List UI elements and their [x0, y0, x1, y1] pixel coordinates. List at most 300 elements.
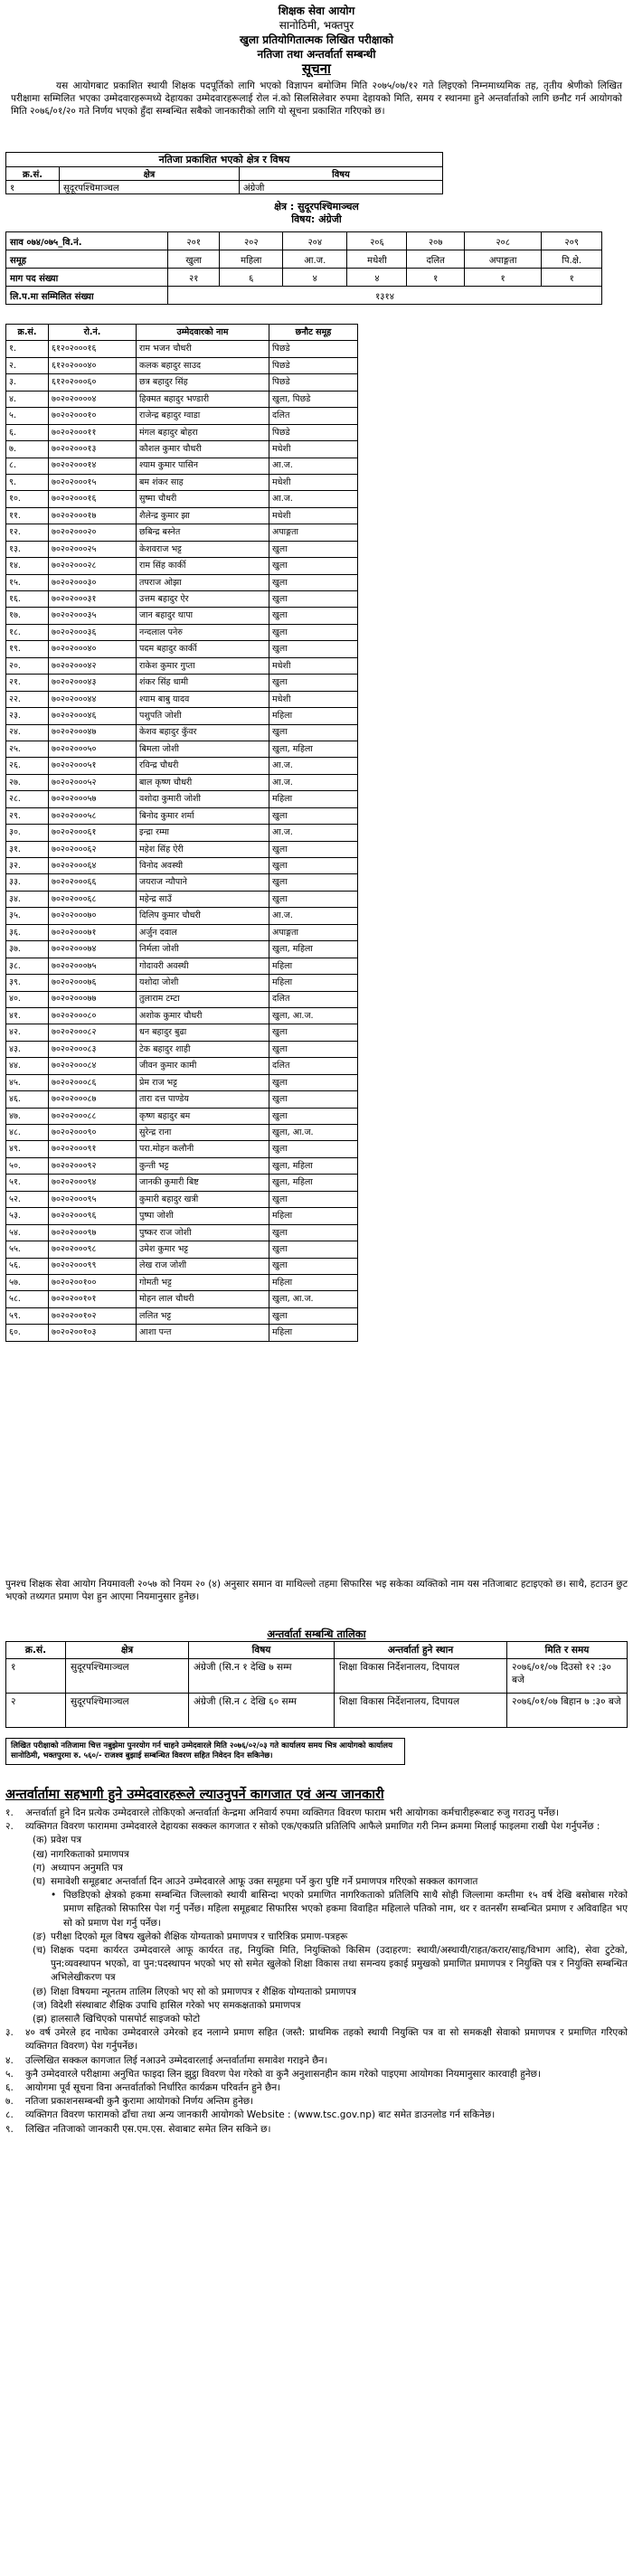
cand-group: खुला [269, 558, 358, 574]
cand-group: पिछडे [269, 341, 358, 357]
cand-sn: १. [6, 341, 49, 357]
quota-posts: १ [464, 269, 541, 287]
cand-sn: ४२. [6, 1024, 49, 1041]
cand-group: खुला [269, 1224, 358, 1241]
cand-name: उत्तम बहादुर ऐर [137, 591, 269, 608]
quota-code-label: साव ०७४/०७५_वि.नं. [6, 232, 168, 250]
sched-datetime: २०७६/०१/०७ बिहान ७ :३० बजे [507, 1694, 628, 1728]
cand-name: कौशल कुमार चौधरी [137, 441, 269, 458]
result-title: नतिजा तथा अन्तर्वार्ता सम्बन्धी [257, 48, 376, 61]
list-item: ४. उल्लिखित सक्कल कागजात लिई नआउने उम्मेदवारलाई अन्तर्वार्तामा समावेश गराइने छैन। [5, 2054, 328, 2066]
cand-group: खुला, महिला [269, 941, 358, 958]
quota-group-label: समूह [6, 250, 168, 269]
cand-sn: २४. [6, 724, 49, 741]
cand-sn: १४. [6, 558, 49, 574]
cand-sn: २०. [6, 657, 49, 674]
cand-sn: ५०. [6, 1157, 49, 1174]
cand-name: लेख राज जोशी [137, 1258, 269, 1274]
cand-sn: ३३. [6, 874, 49, 891]
sub-item: (ख) नागरिकताको प्रमाणपत्र [33, 1848, 129, 1860]
quota-table [5, 231, 602, 305]
quota-posts: ४ [347, 269, 407, 287]
table-row [6, 807, 358, 824]
sub-item: (ग) अध्यापन अनुमति पत्र [33, 1862, 123, 1873]
cand-sn: ५२. [6, 1191, 49, 1207]
table-row [6, 908, 358, 924]
cand-sn: ३८. [6, 958, 49, 974]
cand-sn: ४७. [6, 1108, 49, 1124]
cand-roll: ७०२०२०००५७ [49, 791, 137, 807]
cand-roll: ७०२०२०००१३ [49, 441, 137, 458]
cand-group: खुला [269, 624, 358, 640]
cand-name: कुन्ती भट्ट [137, 1157, 269, 1174]
cand-roll: ७०२०२०००९९ [49, 1258, 137, 1274]
cand-roll: ७०२०२०००४३ [49, 675, 137, 691]
quota-posts: २१ [168, 269, 220, 287]
table-row [6, 791, 358, 807]
cand-group: महिला [269, 1274, 358, 1290]
cand-roll: ६१२०२०००४० [49, 357, 137, 373]
cand-name: गोमती भट्ट [137, 1274, 269, 1290]
sched-col-datetime: मिति र समय [507, 1642, 628, 1659]
cand-name: केशव बहादुर कुँवर [137, 724, 269, 741]
org-address: सानोठिमी, भक्तपुर [279, 19, 354, 32]
cand-sn: ३. [6, 374, 49, 391]
cand-roll: ७०२०२०००३५ [49, 608, 137, 624]
cand-roll: ७०२०२०००३० [49, 574, 137, 590]
cand-group: मधेशी [269, 441, 358, 458]
cand-group: खुला [269, 807, 358, 824]
sched-col-venue: अन्तर्वार्ता हुने स्थान [335, 1642, 507, 1659]
table-row [6, 1125, 358, 1141]
cand-sn: ५३. [6, 1208, 49, 1224]
cand-name: वशोदा कुमारी जोशी [137, 791, 269, 807]
col-group: छनौट समूह [269, 325, 358, 341]
list-item: ५. कुनै उम्मेदवारले परीक्षामा अनुचित फाइदा लिन झुट्ठा विवरण पेश गरेको वा कुनै अनुशासनहीन काम गरेको पाइएमा आयोगका नियमानुसार कारवाही हुनेछ। [5, 2068, 541, 2080]
cand-sn: १९. [6, 641, 49, 657]
cand-group: खुला [269, 591, 358, 608]
cand-name: दिलिप कुमार चौधरी [137, 908, 269, 924]
table-row [6, 691, 358, 707]
postscript-note: पुनश्च शिक्षक सेवा आयोग नियमावली २०५७ को नियम २० (४) अनुसार समान वा माथिल्लो तहमा सिफारिस भइ सकेका व्यक्तिको नाम यस नतिजाबाट हटाइएको छ। साथै, हटाउन छुट भएको तथ्यगत प्रमाण पेश हुन आएमा नियमानुसार हुनेछ। [5, 1579, 628, 1602]
table-row [6, 1307, 358, 1324]
quota-posts: ६ [220, 269, 283, 287]
cand-sn: ५. [6, 408, 49, 424]
cand-roll: ७०२०२०००५१ [49, 758, 137, 774]
cand-group: मधेशी [269, 657, 358, 674]
cand-group: खुला [269, 1041, 358, 1057]
cand-name: रविन्द्र चौधरी [137, 758, 269, 774]
quota-total-label: लि.प.मा सम्मिलित संख्या [6, 287, 168, 305]
cand-sn: २१. [6, 675, 49, 691]
cand-roll: ७०२०२०००६१ [49, 825, 137, 841]
table-row [6, 924, 358, 940]
table-row [6, 524, 358, 541]
quota-posts: १ [407, 269, 465, 287]
cand-roll: ७०२०२०००९७ [49, 1224, 137, 1241]
cand-sn: ११. [6, 507, 49, 524]
table-row [6, 675, 358, 691]
cand-roll: ७०२०२०००४६ [49, 708, 137, 724]
cand-sn: ४८. [6, 1125, 49, 1141]
cand-roll: ७०२०२०००९८ [49, 1241, 137, 1258]
exam-title: खुला प्रतियोगितात्मक लिखित परीक्षाको [240, 33, 393, 46]
cand-roll: ७०२०२०००१० [49, 408, 137, 424]
cand-sn: २. [6, 357, 49, 373]
sched-col-subject: विषय [189, 1642, 335, 1659]
cand-sn: ५८. [6, 1291, 49, 1307]
cand-sn: ५९. [6, 1307, 49, 1324]
cand-roll: ७०२०२०००१५ [49, 474, 137, 490]
quota-code: २०७ [407, 232, 465, 250]
cand-name: तारा दत्त पाण्डेय [137, 1091, 269, 1108]
notice-title: सूचना [302, 61, 331, 77]
table-row [6, 1041, 358, 1057]
cand-roll: ७०२०२०००८० [49, 1007, 137, 1024]
cand-name: परा.मोहन कलौनी [137, 1141, 269, 1157]
table-row [6, 374, 358, 391]
cand-name: मोहन लाल चौधरी [137, 1291, 269, 1307]
cand-roll: ७०२०२००१०० [49, 1274, 137, 1290]
cand-group: खुला, आ.ज. [269, 1291, 358, 1307]
table-row [6, 341, 358, 357]
quota-group: अपाङ्गता [464, 250, 541, 269]
cand-roll: ७०२०२०००८८ [49, 1108, 137, 1124]
cand-name: केशवराज भट्ट [137, 541, 269, 557]
quota-code: २०४ [283, 232, 347, 250]
cand-group: मधेशी [269, 474, 358, 490]
area-col-subject: विषय [240, 167, 443, 181]
cand-sn: २९. [6, 807, 49, 824]
cand-group: खुला, आ.ज. [269, 1125, 358, 1141]
cand-name: जयराज न्यौपाने [137, 874, 269, 891]
cand-group: अपाङ्गता [269, 524, 358, 541]
cand-group: दलित [269, 408, 358, 424]
table-row [6, 958, 358, 974]
cand-sn: ४०. [6, 991, 49, 1007]
cand-group: महिला [269, 1325, 358, 1341]
quota-total: १३१४ [168, 287, 602, 305]
quota-code: २०२ [220, 232, 283, 250]
cand-sn: ३१. [6, 841, 49, 857]
cand-roll: ७०२०२०००९४ [49, 1175, 137, 1191]
cand-roll: ७०२०२०००१४ [49, 458, 137, 474]
quota-code: २०९ [542, 232, 602, 250]
table-row [6, 1074, 358, 1090]
quota-posts: १ [542, 269, 602, 287]
table-row [6, 1274, 358, 1290]
cand-roll: ७०२०२०००६८ [49, 891, 137, 907]
cand-roll: ७०२०२०००९० [49, 1125, 137, 1141]
quota-posts: ४ [283, 269, 347, 287]
table-row [6, 541, 358, 557]
cand-name: राजेन्द्र बहादुर ग्वाडा [137, 408, 269, 424]
table-row [6, 1224, 358, 1241]
cand-group: खुला [269, 891, 358, 907]
table-row [6, 1258, 358, 1274]
list-item: १. अन्तर्वार्ता हुने दिन प्रत्येक उम्मेदवारले तोकिएको अन्तर्वार्ता केन्द्रमा अनिवार्य रुपमा व्यक्तिगत विवरण फाराम भरी आयोगका कर्मचारीहरूबाट रुजु गराउनु पर्नेछ। [5, 1807, 560, 1818]
cand-roll: ७०२०२०००९२ [49, 1157, 137, 1174]
col-sn: क्र.सं. [6, 325, 49, 341]
cand-sn: २२. [6, 691, 49, 707]
cand-name: आशा पन्त [137, 1325, 269, 1341]
cand-roll: ७०२०२००१०१ [49, 1291, 137, 1307]
table-row [6, 641, 358, 657]
cand-sn: ३४. [6, 891, 49, 907]
cand-sn: ५१. [6, 1175, 49, 1191]
cand-roll: ७०२०२०००१७ [49, 507, 137, 524]
cand-roll: ७०२०२०००७१ [49, 924, 137, 940]
cand-group: महिला [269, 791, 358, 807]
cand-roll: ७०२०२०००६४ [49, 858, 137, 874]
cand-roll: ७०२०२०००७७ [49, 991, 137, 1007]
cand-name: अर्जुन दवाल [137, 924, 269, 940]
cand-roll: ७०२०२०००९५ [49, 1191, 137, 1207]
cand-roll: ६१२०२०००६० [49, 374, 137, 391]
cand-name: तपराज ओझा [137, 574, 269, 590]
sub-item: (झ) हालसालै खिचिएको पासपोर्ट साइजको फोटो [33, 2014, 201, 2025]
cand-name: श्याम बाबु यादव [137, 691, 269, 707]
cand-group: आ.ज. [269, 758, 358, 774]
sched-area: सुदूरपश्चिमाञ्चल [66, 1659, 189, 1694]
cand-sn: ३९. [6, 975, 49, 991]
quota-group: पि.क्षे. [542, 250, 602, 269]
cand-name: टेक बहादुर शाही [137, 1041, 269, 1057]
cand-sn: ३७. [6, 941, 49, 958]
cand-roll: ७०२०२०००६६ [49, 874, 137, 891]
cand-roll: ७०२०२०००२८ [49, 558, 137, 574]
cand-group: खुला, महिला [269, 1157, 358, 1174]
cand-group: महिला [269, 708, 358, 724]
cand-name: गोदावरी अवस्थी [137, 958, 269, 974]
cand-name: निर्मला जोशी [137, 941, 269, 958]
cand-name: पुष्कर राज जोशी [137, 1224, 269, 1241]
cand-group: आ.ज. [269, 825, 358, 841]
table-row [6, 1241, 358, 1258]
cand-roll: ७०२०२०००४२ [49, 657, 137, 674]
table-row [6, 391, 358, 407]
cand-sn: ६०. [6, 1325, 49, 1341]
cand-group: महिला [269, 958, 358, 974]
cand-name: बम शंकर साह [137, 474, 269, 490]
quota-group: खुला [168, 250, 220, 269]
cand-group: खुला, पिछडे [269, 391, 358, 407]
list-item: २. व्यक्तिगत विवरण फाराममा उम्मेदवारले देहायका सक्कल कागजात र सोको एक/एकप्रति प्रतिलिपि आफैले प्रमाणित गरी निम्न क्रममा मिलाई फाइलमा राखी पेश गर्नुपर्नेछ : [5, 1821, 600, 1833]
cand-group: खुला, आ.ज. [269, 1007, 358, 1024]
cand-name: कलक बहादुर साउद [137, 357, 269, 373]
cand-group: खुला [269, 858, 358, 874]
bullet-item: • पिछडिएको क्षेत्रको हकमा सम्बन्धित जिल्लाको स्थायी बासिन्दा भएको प्रमाणित नागरिकताको प्रतिलिपि साथै सोही जिल्लामा कम्तीमा १५ वर्ष देखि बसोबास गरेको प्रमाण सहितको सिफारिस पेश गर्नु पर्नेछ। महिला समूहबाट सिफारिस भएको हकमा विवाहित महिलाले पतिको नाम, थर र वतनसँग सम्बन्धित प्रमाण र अविवाहित भए सो को प्रमाण पेश गर्नु पर्नेछ। [5, 1889, 628, 1930]
sched-datetime: २०७६/०१/०७ दिउसो १२ :३० बजे [507, 1659, 628, 1694]
cand-sn: ३०. [6, 825, 49, 841]
table-row [6, 1007, 358, 1024]
quota-code: २०६ [347, 232, 407, 250]
col-roll: रो.नं. [49, 325, 137, 341]
cand-name: बिमला जोशी [137, 741, 269, 757]
sched-venue: शिक्षा विकास निर्देशनालय, दिपायल [335, 1694, 507, 1728]
cand-roll: ७०२०२०००२० [49, 524, 137, 541]
cand-sn: १६. [6, 591, 49, 608]
sub-item: (क) प्रवेश पत्र [33, 1835, 82, 1846]
subject-heading [0, 201, 633, 226]
cand-group: खुला, महिला [269, 1175, 358, 1191]
cand-roll: ७०२०२०००७४ [49, 941, 137, 958]
table-row [6, 491, 358, 507]
cand-group: खुला [269, 1241, 358, 1258]
cand-sn: १०. [6, 491, 49, 507]
sub-item: (ज) विदेशी संस्थाबाट शैक्षिक उपाधि हासिल गरेको भए समकक्षताको प्रमाणपत्र [33, 1999, 301, 2011]
cand-group: महिला [269, 975, 358, 991]
cand-name: सुष्मा चौधरी [137, 491, 269, 507]
cand-sn: ४१. [6, 1007, 49, 1024]
table-row [6, 1024, 358, 1041]
cand-name: पुष्पा जोशी [137, 1208, 269, 1224]
sub-item: (ङ) परीक्षा दिएको मूल विषय खुलेको शैक्षिक योग्यताको प्रमाणपत्र र चारित्रिक प्रमाण-पत्रहरू [33, 1930, 348, 1942]
cand-roll: ७०२०२०००७० [49, 908, 137, 924]
table-row [6, 1191, 358, 1207]
cand-sn: ४६. [6, 1091, 49, 1108]
cand-name: मंगल बहादुर बोहरा [137, 424, 269, 440]
cand-sn: १७. [6, 608, 49, 624]
table-row [6, 558, 358, 574]
table-row [6, 825, 358, 841]
cand-roll: ७०२०२०००४४ [49, 691, 137, 707]
cand-roll: ७०२०२०००९६ [49, 1208, 137, 1224]
cand-group: खुला [269, 1141, 358, 1157]
cand-sn: ३२. [6, 858, 49, 874]
cand-group: खुला [269, 1258, 358, 1274]
area-col-sn: क्र.सं. [6, 167, 60, 181]
area-table-title: नतिजा प्रकाशित भएको क्षेत्र र विषय [6, 153, 443, 167]
table-row [6, 474, 358, 490]
table-row [6, 657, 358, 674]
quota-group: आ.ज. [283, 250, 347, 269]
col-name: उम्मेदवारको नाम [137, 325, 269, 341]
candidate-table [5, 324, 358, 1342]
cand-name: शंकर सिंह धामी [137, 675, 269, 691]
cand-group: खुला [269, 874, 358, 891]
candidate-rows [6, 341, 358, 1341]
cand-name: यशोदा जोशी [137, 975, 269, 991]
table-row [6, 774, 358, 790]
sched-sn: १ [6, 1659, 66, 1694]
quota-group: मधेशी [347, 250, 407, 269]
cand-name: कुमारी बहादुर खत्री [137, 1191, 269, 1207]
cand-name: राम भजन चौधरी [137, 341, 269, 357]
cand-sn: १५. [6, 574, 49, 590]
table-row [6, 1208, 358, 1224]
table-row [6, 1108, 358, 1124]
cand-sn: ४. [6, 391, 49, 407]
cand-name: जान बहादुर थापा [137, 608, 269, 624]
cand-roll: ७०२०२००१०३ [49, 1325, 137, 1341]
subject-area: क्षेत्र : सुदूरपश्चिमाञ्चल [274, 201, 359, 212]
table-row [6, 408, 358, 424]
table-row [6, 991, 358, 1007]
cand-name: जीवन कुमार कामी [137, 1058, 269, 1074]
cand-roll: ७०२०२०००८२ [49, 1024, 137, 1041]
notice-header [0, 4, 633, 76]
cand-sn: ५६. [6, 1258, 49, 1274]
cand-name: महेन्द्र साउँ [137, 891, 269, 907]
cand-roll: ७०२०२०००५० [49, 741, 137, 757]
cand-name: कृष्ण बहादुर बम [137, 1108, 269, 1124]
cand-sn: २८. [6, 791, 49, 807]
cand-roll: ७०२०२०००४७ [49, 724, 137, 741]
sub-item: (च) शिक्षक पदमा कार्यरत उम्मेदवारले आफू कार्यरत तह, नियुक्ति मिति, नियुक्तिको किसिम (उदाहरण: स्थायी/अस्थायी/राहत/करार/साइ/विभाग आदि), सेवा टुटेको, पुन:व्यवस्थापन भएको, वा पुन:पदस्थापन भएको भए सो समेत खुलेको शिक्षा विकास तथा समन्वय इकाई प्रमुखको प्रमाणित प्रमाणपत्र र नियुक्ति पत्र र नियुक्ति सम्बन्धित अभिलेखीकरण पत्र [33, 1945, 628, 1984]
bullet-icon: • [51, 1890, 57, 1901]
table-row [6, 858, 358, 874]
intro-paragraph: यस आयोगबाट प्रकाशित स्थायी शिक्षक पदपूर्तिको लागि भएको विज्ञापन बमोजिम मिति २०७५/०७/१२ गते लिइएको निम्नमाध्यमिक तह, तृतीय श्रेणीको लिखित परीक्षामा सम्मिलित भएका उम्मेदवारहरूमध्ये देहायका उम्मेदवारहरूलाई रोल नं.को सिलसिलेवार रुपमा देहायको मिति, समय र स्थानमा हुने अन्तर्वार्ताको लागि छनौट गर्न आयोगको मिति २०७६/०१/२० गते निर्णय भएको हुँदा सम्बन्धित सबैको जानकारीको लागि यो सूचना प्रकाशित गरिएको छ। [11, 80, 622, 117]
table-row [6, 1157, 358, 1174]
table-row [6, 441, 358, 458]
table-row [6, 724, 358, 741]
cand-sn: ३५. [6, 908, 49, 924]
cand-roll: ७०२०२०००८४ [49, 1058, 137, 1074]
cand-group: पिछडे [269, 424, 358, 440]
quota-posts-label: माग पद संख्या [6, 269, 168, 287]
cand-sn: ४९. [6, 1141, 49, 1157]
table-row [6, 758, 358, 774]
cand-name: धन बहादुर बुढा [137, 1024, 269, 1041]
sched-area: सुदूरपश्चिमाञ्चल [66, 1694, 189, 1728]
cand-name: ललित भट्ट [137, 1307, 269, 1324]
cand-group: आ.ज. [269, 491, 358, 507]
cand-name: पदम बहादुर कार्की [137, 641, 269, 657]
cand-group: आ.ज. [269, 458, 358, 474]
cand-sn: २६. [6, 758, 49, 774]
sched-sn: २ [6, 1694, 66, 1728]
sub-item: (घ) समावेशी समूहबाट अन्तर्वार्ता दिन आउने उम्मेदवारले आफू उक्त समूहमा पर्ने कुरा पुष्टि गर्ने प्रमाणपत्र गरिएको सक्कल कागजात [33, 1876, 478, 1888]
cand-name: इन्द्रा रम्मा [137, 825, 269, 841]
table-row [6, 941, 358, 958]
list-item: ६. आयोगमा पूर्व सूचना विना अन्तर्वार्ताको निर्धारित कार्यक्रम परिवर्तन हुने छैन। [5, 2082, 281, 2094]
table-row [6, 1058, 358, 1074]
quota-group: महिला [220, 250, 283, 269]
table-row [6, 458, 358, 474]
sched-col-sn: क्र.सं. [6, 1642, 66, 1659]
cand-roll: ७०२०२०००५८ [49, 807, 137, 824]
table-row [6, 1091, 358, 1108]
cand-group: मधेशी [269, 507, 358, 524]
cand-sn: ७. [6, 441, 49, 458]
cand-name: राकेश कुमार गुप्ता [137, 657, 269, 674]
cand-name: बाल कृष्ण चौधरी [137, 774, 269, 790]
cand-sn: ६. [6, 424, 49, 440]
cand-roll: ७०२०२०००३१ [49, 591, 137, 608]
cand-sn: ५४. [6, 1224, 49, 1241]
area-row-area: सुदूरपश्चिमाञ्चल [60, 181, 240, 194]
cand-group: खुला [269, 841, 358, 857]
cand-group: खुला [269, 574, 358, 590]
area-row-subject: अंग्रेजी [240, 181, 443, 194]
list-item: ८. व्यक्तिगत विवरण फारामको ढाँचा तथा अन्य जानकारी आयोगको Website : (www.tsc.gov.np) बाट समेत डाउनलोड गर्न सकिनेछ। [5, 2109, 496, 2121]
cand-roll: ७०२०२०००१६ [49, 491, 137, 507]
cand-name: शैलेन्द्र कुमार झा [137, 507, 269, 524]
cand-group: खुला [269, 1024, 358, 1041]
table-row [6, 741, 358, 757]
cand-roll: ७०२०२०००६२ [49, 841, 137, 857]
cand-name: उमेश कुमार भट्ट [137, 1241, 269, 1258]
schedule-title: अन्तर्वार्ता सम्बन्धि तालिका [267, 1628, 366, 1640]
cand-sn: २७. [6, 774, 49, 790]
table-row [6, 874, 358, 891]
cand-roll: ७०२०२०००८६ [49, 1074, 137, 1090]
quota-group: दलित [407, 250, 465, 269]
cand-sn: १३. [6, 541, 49, 557]
cand-group: खुला [269, 1191, 358, 1207]
table-row [6, 507, 358, 524]
